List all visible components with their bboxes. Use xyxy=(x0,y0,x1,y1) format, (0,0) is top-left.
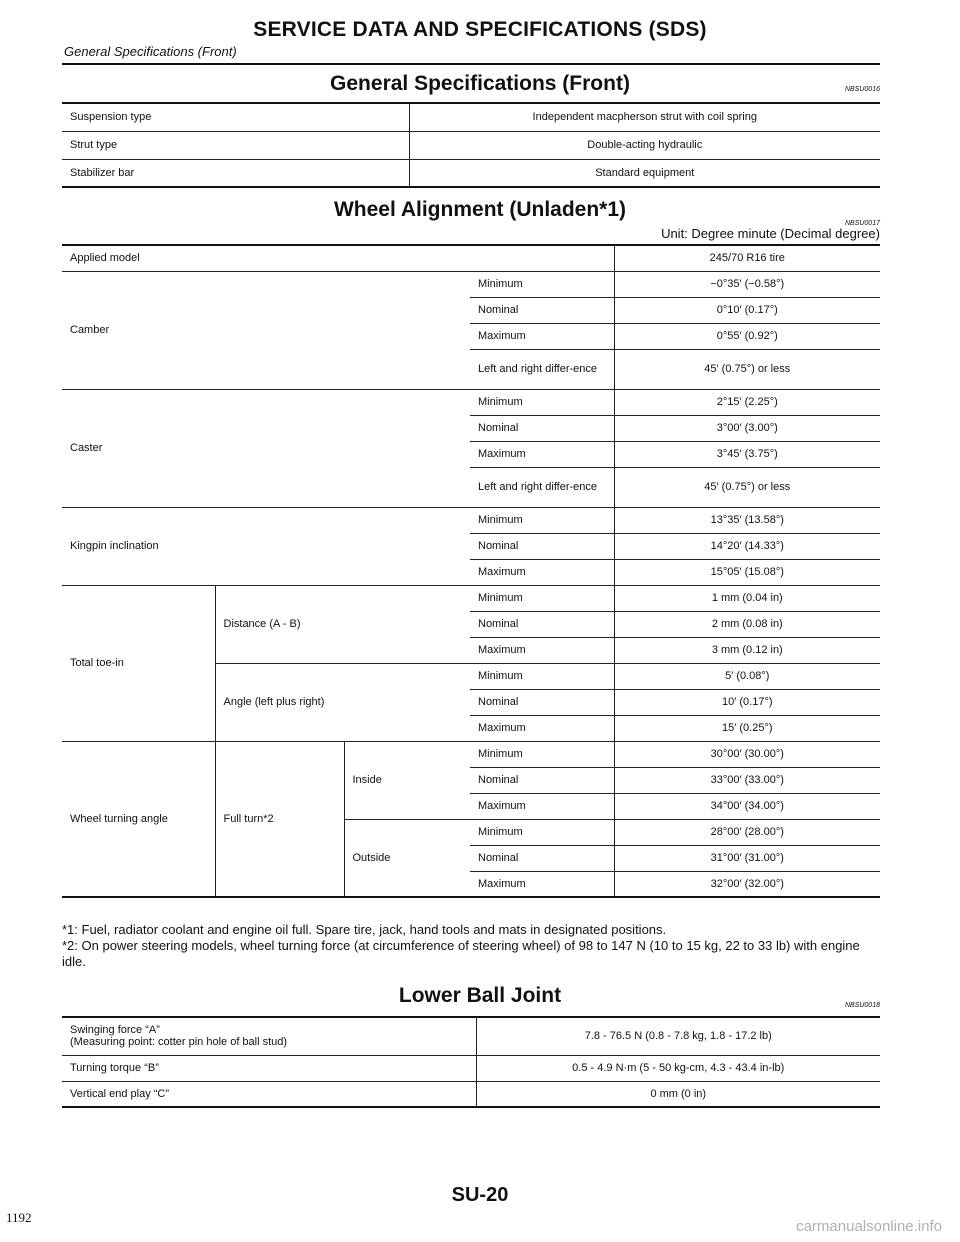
table-row xyxy=(62,245,880,271)
spec-value: Independent macpherson strut with coil spring xyxy=(409,103,880,131)
table-row xyxy=(62,585,880,611)
spec-value: Standard equipment xyxy=(409,159,880,187)
spec-label: Strut type xyxy=(62,131,409,159)
param-name: Nominal xyxy=(470,533,614,559)
param-value: 10′ (0.17°) xyxy=(614,689,880,715)
footnote-1: *1: Fuel, radiator coolant and engine oil full. Spare tire, jack, hand tools and mats in designated positions. xyxy=(62,922,667,937)
param-name: Minimum xyxy=(470,271,614,297)
table-row xyxy=(62,741,880,767)
param-value: 45′ (0.75°) or less xyxy=(614,349,880,389)
header-divider xyxy=(62,63,880,65)
spec-label xyxy=(62,1017,476,1055)
footnotes xyxy=(62,922,880,970)
wheel-alignment-table xyxy=(62,244,880,898)
param-value: 15′ (0.25°) xyxy=(614,715,880,741)
page-number: SU-20 xyxy=(451,1184,509,1206)
param-name: Minimum xyxy=(470,741,614,767)
param-name: Left and right differ-ence xyxy=(470,467,614,507)
toe-in-label: Total toe-in xyxy=(62,585,215,741)
applied-model-value: 245/70 R16 tire xyxy=(614,245,880,271)
param-name: Minimum xyxy=(470,507,614,533)
param-value: −0°35′ (−0.58°) xyxy=(614,271,880,297)
spec-value: 0.5 - 4.9 N·m (5 - 50 kg-cm, 4.3 - 43.4 in-lb) xyxy=(476,1055,880,1081)
param-value: 15°05′ (15.08°) xyxy=(614,559,880,585)
param-value: 33°00′ (33.00°) xyxy=(614,767,880,793)
toe-distance-label: Distance (A - B) xyxy=(215,585,470,663)
param-name: Minimum xyxy=(470,585,614,611)
spec-value: Double-acting hydraulic xyxy=(409,131,880,159)
param-value: 45′ (0.75°) or less xyxy=(614,467,880,507)
ball-joint-table xyxy=(62,1016,880,1108)
wheel-alignment-code: NBSU0017 xyxy=(844,220,880,227)
param-name: Minimum xyxy=(470,389,614,415)
general-specs-title: General Specifications (Front) xyxy=(330,72,630,95)
spec-label: Vertical end play “C” xyxy=(62,1081,476,1107)
inside-label: Inside xyxy=(344,741,470,819)
table-row xyxy=(62,1017,880,1055)
turning-angle-label: Wheel turning angle xyxy=(62,741,215,897)
param-value: 3°45′ (3.75°) xyxy=(614,441,880,467)
param-value: 0°10′ (0.17°) xyxy=(614,297,880,323)
param-value: 2°15′ (2.25°) xyxy=(614,389,880,415)
page-header-subtitle: General Specifications (Front) xyxy=(64,44,237,59)
param-value: 32°00′ (32.00°) xyxy=(614,871,880,897)
spec-value: 7.8 - 76.5 N (0.8 - 7.8 kg, 1.8 - 17.2 lb) xyxy=(476,1017,880,1055)
param-name: Maximum xyxy=(470,715,614,741)
table-row xyxy=(62,103,880,131)
applied-model-label: Applied model xyxy=(62,245,614,271)
param-value: 28°00′ (28.00°) xyxy=(614,819,880,845)
wheel-alignment-unit: Unit: Degree minute (Decimal degree) xyxy=(661,226,880,241)
spec-label-line: Swinging force “A” xyxy=(70,1024,160,1037)
wheel-alignment-title: Wheel Alignment (Unladen*1) xyxy=(333,198,627,221)
spec-label: Stabilizer bar xyxy=(62,159,409,187)
table-row xyxy=(62,389,880,415)
param-name: Maximum xyxy=(470,441,614,467)
page-header-title: SERVICE DATA AND SPECIFICATIONS (SDS) xyxy=(253,18,707,41)
table-row xyxy=(62,507,880,533)
table-row xyxy=(62,1081,880,1107)
param-name: Maximum xyxy=(470,323,614,349)
spec-label: Suspension type xyxy=(62,103,409,131)
general-specs-table xyxy=(62,102,880,188)
param-name: Nominal xyxy=(470,415,614,441)
param-value: 34°00′ (34.00°) xyxy=(614,793,880,819)
table-row xyxy=(62,271,880,297)
param-name: Nominal xyxy=(470,611,614,637)
param-name: Nominal xyxy=(470,297,614,323)
param-name: Nominal xyxy=(470,845,614,871)
spec-label-line: (Measuring point: cotter pin hole of ball stud) xyxy=(70,1036,288,1049)
param-name: Maximum xyxy=(470,871,614,897)
caster-label: Caster xyxy=(62,389,470,507)
outside-label: Outside xyxy=(344,819,470,897)
param-value: 14°20′ (14.33°) xyxy=(614,533,880,559)
param-value: 13°35′ (13.58°) xyxy=(614,507,880,533)
param-name: Nominal xyxy=(470,767,614,793)
param-value: 3°00′ (3.00°) xyxy=(614,415,880,441)
param-name: Minimum xyxy=(470,663,614,689)
watermark: carmanualsonline.info xyxy=(796,1218,942,1235)
param-name: Maximum xyxy=(470,559,614,585)
spec-label: Turning torque “B” xyxy=(62,1055,476,1081)
param-value: 0°55′ (0.92°) xyxy=(614,323,880,349)
param-name: Nominal xyxy=(470,689,614,715)
table-row xyxy=(62,159,880,187)
param-value: 3 mm (0.12 in) xyxy=(614,637,880,663)
spec-value: 0 mm (0 in) xyxy=(476,1081,880,1107)
side-page-number: 1192 xyxy=(6,1210,32,1225)
footnote-2: *2: On power steering models, wheel turning force (at circumference of steering wheel) of 98 to 147 N (10 to 15 kg, 22 to 33 lb) with engine idle. xyxy=(62,938,860,969)
table-row xyxy=(62,1055,880,1081)
param-value: 31°00′ (31.00°) xyxy=(614,845,880,871)
param-value: 1 mm (0.04 in) xyxy=(614,585,880,611)
ball-joint-code: NBSU0018 xyxy=(844,1002,880,1009)
camber-label: Camber xyxy=(62,271,470,389)
param-value: 2 mm (0.08 in) xyxy=(614,611,880,637)
param-value: 30°00′ (30.00°) xyxy=(614,741,880,767)
full-turn-label: Full turn*2 xyxy=(215,741,344,897)
table-row xyxy=(62,131,880,159)
param-name: Minimum xyxy=(470,819,614,845)
ball-joint-title: Lower Ball Joint xyxy=(398,984,562,1007)
toe-angle-label: Angle (left plus right) xyxy=(215,663,470,741)
param-value: 5′ (0.08°) xyxy=(614,663,880,689)
general-specs-code: NBSU0016 xyxy=(844,86,880,93)
param-name: Maximum xyxy=(470,793,614,819)
param-name: Left and right differ-ence xyxy=(470,349,614,389)
param-name: Maximum xyxy=(470,637,614,663)
kingpin-label: Kingpin inclination xyxy=(62,507,470,585)
